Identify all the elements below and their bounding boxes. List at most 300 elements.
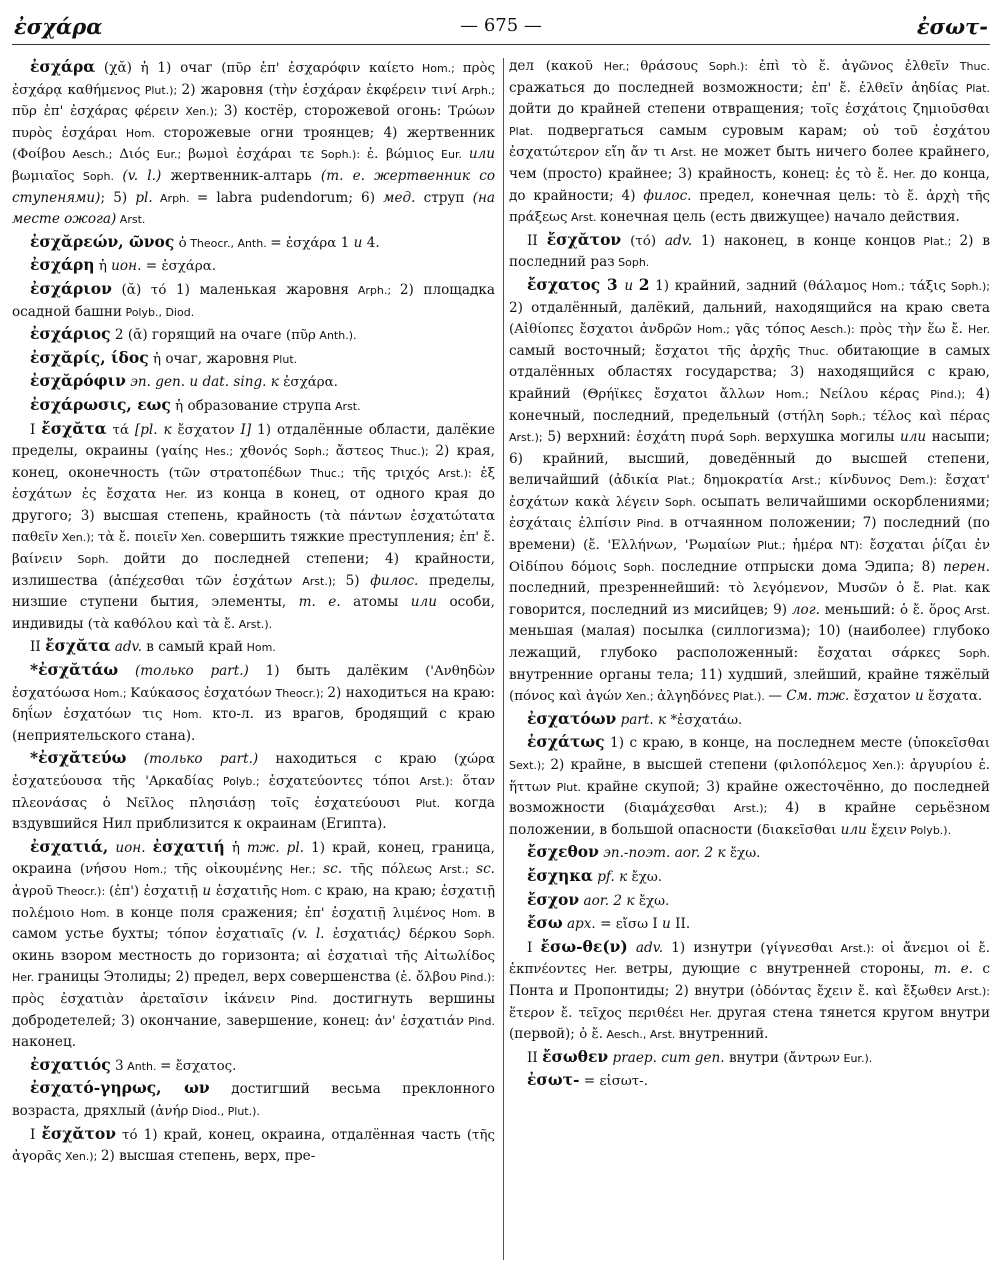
greek-text: (γίγνεσθαι (760, 940, 834, 956)
author-abbreviation: Plat.; (658, 474, 704, 488)
dictionary-entry (509, 731, 990, 841)
author-abbreviation: Soph. (940, 647, 990, 661)
definition-text: в отчаянном положении; 7) последний (по времени) (509, 515, 990, 554)
definition-text: 4) конечный, последний, предельный (509, 385, 990, 424)
definition-text: достигший весьма преклонного возраста, дряхлый (12, 1081, 495, 1119)
greek-text: ἡμέρα (792, 538, 833, 554)
greek-text: (τῆς ἀγορᾶς (12, 1127, 495, 1165)
greek-text: ἔσχαται σάρκες (817, 646, 941, 662)
definition-text: 1 (336, 234, 354, 251)
definition-text: насыпи; 6) крайний, высший, доведённый до высшей степени, величайший (509, 429, 990, 489)
greek-text: ἡ (152, 351, 161, 367)
author-abbreviation: Soph.): (314, 148, 367, 162)
author-abbreviation: Arst.); (715, 802, 786, 816)
author-abbreviation: Soph. (614, 256, 650, 270)
author-abbreviation: Xen.); (179, 105, 224, 119)
author-abbreviation: Plut. (400, 796, 455, 810)
greek-text: (στήλη (777, 408, 824, 424)
greek-text: τάξις (909, 278, 947, 294)
greek-text: ἐπ' ἔ. ἐλθεῖν ἀηδίας (811, 80, 959, 96)
headword: ἐσχάρωσις, εως (30, 394, 171, 414)
definition-text: в самый край (141, 639, 244, 656)
italic-label: эп. gen. и dat. sing. к (130, 374, 284, 391)
definition-text: другая стена тянется кругом внутри (первой); (509, 1004, 990, 1043)
definition-text: осыпать величайшими оскорблениями; (701, 493, 990, 510)
italic-label: aor. 2 к (583, 892, 639, 909)
author-abbreviation: Arst.): (833, 941, 882, 955)
author-abbreviation: Arst.); (509, 431, 548, 445)
author-abbreviation: Arst.): (951, 984, 990, 998)
greek-text: κίνδυνος (829, 473, 892, 489)
dictionary-entry (12, 418, 495, 636)
greek-text: ἔσχατος. (175, 1058, 237, 1074)
headword: ἔσω (527, 913, 563, 933)
dictionary-entry (509, 1069, 990, 1093)
greek-text: (Φοίβου (12, 147, 66, 163)
greek-text: ἀγροῦ (12, 883, 54, 899)
greek-text: τό (122, 1127, 138, 1143)
greek-text: τὰ ἔ. ποιεῖν (97, 530, 178, 546)
greek-text: (πόνος καὶ ἀγών (509, 689, 623, 705)
definition-text: 1) маленькая жаровня (166, 281, 350, 298)
definition-text: 3) костёр, сторожевой огонь: (223, 103, 449, 120)
greek-text: πρὸς τὴν ἕω ἔ. (859, 322, 963, 338)
headword: ἐσχατιός (30, 1054, 111, 1074)
definition-text: жертвенник-алтарь (170, 167, 321, 184)
author-abbreviation: Pind. (275, 992, 333, 1006)
author-abbreviation: Xen.); (61, 1150, 101, 1164)
author-abbreviation: Polyb., Diod. (121, 305, 195, 319)
author-abbreviation: Thuc.; (301, 466, 353, 480)
italic-label: филос. (643, 187, 700, 204)
greek-text: πῦρ ἐπ' ἐσχάρας φέρειν (12, 104, 180, 120)
definition-text: 1) с краю, в конце, на последнем месте (604, 735, 908, 752)
definition-text: крайне скупой; 3) крайне ожесточённо, до последней возможности (509, 778, 990, 817)
greek-text: (διαμάχεσθαι (623, 801, 716, 817)
author-abbreviation: Her.; (592, 60, 641, 73)
definition-text: = (579, 1073, 600, 1090)
italic-label: (т. е. жертвенник со ступенями) (12, 167, 496, 206)
definition-text: 2) края, конец, оконечность (12, 443, 495, 481)
author-abbreviation: Hom.; (764, 387, 820, 401)
author-abbreviation: Soph. (62, 553, 124, 567)
definition-text (621, 233, 630, 249)
author-abbreviation: Eur.; (149, 148, 189, 162)
definition-text: когда вздувшийся Нил приблизится к окраинам (Египта). (12, 794, 495, 833)
headword: ἐσχᾰρόφιν (30, 371, 126, 391)
definition-text: 2) высшая степень, верх, пре- (100, 1148, 316, 1165)
headword: ἐσχάρη (30, 255, 95, 275)
greek-text: Τρώων πυρὸς ἐσχάραι (12, 104, 495, 141)
author-abbreviation: Soph. (74, 169, 123, 183)
headword: ἐσχατιή (152, 836, 225, 856)
page-number: — 675 — (460, 15, 542, 36)
italic-label: ион. (115, 839, 153, 856)
definition-text: 2) жаровня (181, 81, 269, 98)
definition-text: конечная цель (есть движущее) начало действия. (600, 209, 960, 226)
greek-text: (Αἰθίοπες ἔσχατοι ἀνδρῶν (509, 322, 692, 338)
author-abbreviation: Aesch.; (65, 148, 120, 162)
dictionary-entry (12, 347, 495, 371)
italic-label: pl. (135, 189, 153, 206)
author-abbreviation: Soph. (724, 431, 766, 445)
dictionary-entry (12, 659, 495, 747)
dictionary-entry (12, 635, 495, 659)
definition-text: = (600, 916, 616, 933)
definition-text (118, 663, 135, 679)
greek-text: ἔσχατ' ἐσχάτων κακὰ λέγειν (509, 473, 990, 510)
definition-text: с краю, на краю; (314, 882, 441, 899)
definition-text: 1) изнутри (663, 939, 761, 956)
dictionary-entry (509, 936, 990, 1046)
text-columns (12, 56, 990, 1280)
definition-text: последние отпрыски дома Эдипа; 8) (661, 558, 944, 575)
dictionary-entry (509, 1046, 990, 1070)
definition-text: как говорится, последний из мисийцев; 9) (509, 580, 990, 618)
greek-text: (ἀδικία (608, 473, 659, 489)
greek-text: τέλος καὶ πέρας (872, 408, 990, 424)
italic-label: и (202, 882, 216, 899)
definition-text: последний, презреннейший: (509, 580, 729, 597)
headword: ἔσχᾰτα (41, 418, 107, 438)
definition-text: 2) находиться на краю: (327, 684, 495, 701)
greek-text: θράσους (640, 59, 699, 74)
greek-text: Καύκασος ἐσχατόων (130, 685, 272, 701)
headword: 2 (638, 274, 650, 294)
greek-text: χθονός (239, 444, 288, 460)
definition-text: внутренний. (678, 1026, 769, 1043)
definition-text: находиться с краю (258, 751, 454, 768)
dictionary-entry (509, 865, 990, 889)
definition-text: сражаться до последней возможности; (509, 79, 812, 96)
definition-text: I (527, 939, 541, 956)
author-abbreviation: Arst. (666, 146, 702, 160)
greek-text: ἔχω. (729, 846, 761, 862)
author-abbreviation: Arst.): (429, 466, 481, 480)
greek-text: (ἀνήρ (150, 1103, 189, 1119)
greek-text: ἐς τὸ ἔ. (835, 166, 889, 182)
dictionary-entry (509, 708, 990, 732)
author-abbreviation: Plat. (958, 81, 990, 95)
author-abbreviation: Her. (684, 1006, 718, 1020)
greek-text: ἔχειν (871, 822, 907, 838)
author-abbreviation: Her.; (282, 863, 324, 877)
author-abbreviation: Hom. (445, 906, 488, 920)
author-abbreviation: Arph.; (457, 83, 495, 97)
definition-text: 1) отдалённые области, далёкие пределы, окраины (12, 421, 495, 460)
author-abbreviation: Sext.); (509, 759, 551, 772)
italic-label: ион. (111, 258, 146, 275)
greek-text: πρὸς ἐσχάρᾳ καθήμενος (12, 61, 495, 98)
italic-label: и (353, 234, 367, 251)
greek-text: (ἀπέχεσθαι τῶν ἐσχάτων (108, 573, 293, 589)
column-divider (503, 58, 504, 1260)
author-abbreviation: Polyb.). (906, 823, 952, 837)
greek-text: (νήσου (79, 862, 127, 878)
dictionary-entry (509, 912, 990, 936)
definition-text: 4) в крайне серьёзном положении, в большой опасности (509, 800, 990, 838)
greek-text: ἔσχαται ῥίζαι ἐν Οἰδίπου δόμοις (509, 538, 990, 575)
definition-text: 1) быть далёким (248, 663, 426, 680)
author-abbreviation: Hom. (277, 884, 315, 898)
greek-text: ἀν' ἐσχατιάν (374, 1013, 464, 1029)
headword: ἐσωτ- (527, 1070, 580, 1090)
greek-text: ἀλγηδόνες (657, 689, 730, 705)
definition-text: в самом устье бухты; (12, 904, 495, 943)
definition-text: 2) отдалённый, далёкий, дальний, находящийся на краю света (509, 299, 990, 316)
author-abbreviation: Her. (156, 488, 197, 502)
italic-label: или (840, 821, 872, 838)
author-abbreviation: Hom. (74, 906, 116, 920)
greek-text: ἡ (98, 259, 112, 275)
italic-label: [pl. к (134, 421, 178, 438)
greek-text: ἔσχατα. (928, 689, 983, 705)
author-abbreviation: Arst. (567, 211, 601, 225)
greek-text: ἐσχατιῆς (215, 883, 278, 899)
definition-text: атомы (353, 594, 411, 611)
author-abbreviation: Anth.). (315, 329, 357, 343)
greek-text: ἐσχατιάς (332, 927, 396, 943)
dictionary-entry (12, 1054, 495, 1078)
definition-text: 3 (110, 1057, 124, 1074)
author-abbreviation: Arph.; (349, 283, 400, 297)
greek-text: ἔσχατον (177, 422, 235, 438)
greek-text: *ἐσχατάω. (670, 712, 743, 728)
greek-text: (τό) (630, 233, 665, 249)
greek-text: ἐ. βώμιος (366, 147, 435, 163)
author-abbreviation: Her. (586, 963, 626, 977)
author-abbreviation: Soph. (456, 928, 495, 942)
author-abbreviation: Arst.); (292, 574, 346, 588)
greek-text: (τὰ καθόλου καὶ τὰ ἔ. (87, 616, 236, 632)
definition-text: предел, конечная цель: (699, 187, 884, 204)
greek-text: (διακεῖσθαι (756, 822, 841, 838)
headword: ἔσω-θε(ν) (540, 936, 628, 956)
definition-text: 2) крайне, в высшей степени (550, 757, 774, 773)
definition-text: I (30, 1126, 42, 1143)
italic-label: т. е. (933, 961, 983, 978)
greek-text: τόπον ἐσχατιαῖς (167, 927, 292, 943)
greek-text: ὁ ἔ. (579, 1027, 603, 1043)
greek-text: ἐσχάρα. (161, 259, 217, 275)
greek-text: γᾶς τόπος (735, 322, 806, 338)
greek-text: ἐσχατεύοντες τόποι (268, 774, 411, 789)
italic-label: и (914, 688, 929, 705)
author-abbreviation: Arst. (116, 213, 146, 227)
dictionary-entry (12, 1123, 495, 1168)
author-abbreviation: Hom.; (90, 686, 131, 700)
definition-text: = (270, 234, 286, 251)
definition-text: образование струпа (183, 397, 332, 414)
definition-text: 1) очаг (148, 60, 222, 76)
author-abbreviation: Aesch., Arst. (602, 1028, 679, 1042)
greek-text: (ἔ. 'Ελλήνων, 'Ρωμαίων (583, 538, 751, 554)
definition-text: (χᾰ) (95, 60, 141, 76)
greek-text: δέρκου (408, 927, 457, 943)
headword: ἐσχατό-γηρως, ων (30, 1078, 210, 1098)
author-abbreviation: Arst.; (432, 863, 477, 877)
greek-text: ἀργυρίου ἐ. ἥττων (509, 758, 990, 795)
greek-text: (Θρήϊκες ἔσχατοι ἄλλων (582, 386, 765, 402)
headword: ἔσχηκα (527, 865, 593, 885)
headword: ἐσχατιά, (30, 836, 109, 856)
greek-text: ἐπ' ἐσχατιῇ λιμένος (304, 905, 446, 921)
author-abbreviation: Soph.); (946, 279, 990, 293)
author-abbreviation: Xen.); (58, 531, 98, 545)
author-abbreviation: Eur. (434, 148, 469, 162)
definition-text: = labra pudendorum; 6) (196, 189, 384, 206)
italic-label: part. к (620, 711, 671, 728)
author-abbreviation: Xen.; (622, 690, 658, 704)
greek-text: Διός (119, 147, 150, 163)
dictionary-entry (12, 370, 495, 394)
greek-text: Νείλου κέρας (819, 386, 920, 402)
greek-text: (θάλαμος (802, 278, 867, 294)
author-abbreviation: Diod., Plut.). (188, 1104, 260, 1118)
author-abbreviation: Plat.). (729, 690, 769, 704)
definition-text: совершить тяжкие преступления; (208, 529, 460, 546)
greek-text: τῆς οἰκουμένης (174, 862, 283, 878)
definition-text: ; 5) (100, 189, 136, 206)
greek-text: ἐπ' ἔ. βαίνειν (12, 530, 495, 568)
greek-text: (ἐ. ὄλβου (395, 970, 457, 986)
definition-text: подвергаться самым суровым карам; (547, 122, 863, 139)
greek-text: (τὰ πάντων ἐσχατώτατα παθεῖν (12, 508, 495, 546)
page-header (12, 14, 990, 45)
italic-label: или (899, 429, 932, 446)
greek-text: ἔσχατον (853, 689, 915, 705)
definition-text: = (145, 258, 162, 275)
greek-text: (ἄντρων (783, 1050, 841, 1066)
dictionary-entry (509, 274, 990, 708)
headword: ἐσχάριος (30, 324, 111, 344)
definition-text: 1) край, конец, окраина, отдалённая часть (137, 1126, 467, 1143)
definition-text: достигнуть вершины добродетелей; 3) окончание, завершение, конец: (12, 990, 496, 1029)
italic-label: филос. (370, 572, 429, 589)
italic-label: pf. к (597, 868, 632, 885)
greek-text: ἐσχάτη πυρά (636, 430, 725, 446)
definition-text: II (527, 232, 547, 249)
greek-text: (ὑποκεῖσθαι (907, 736, 990, 752)
author-abbreviation: Xen.): (866, 759, 910, 772)
headword: ἔσχατος 3 (527, 274, 625, 294)
author-abbreviation: Arst. (331, 399, 361, 413)
author-abbreviation: Plut.; (750, 539, 793, 553)
greek-text: (πῦρ ἐπ' ἐσχαρόφιν καίετο (221, 61, 415, 76)
greek-text: εἴσω (615, 917, 649, 933)
author-abbreviation: Theocr.): (53, 884, 109, 898)
headword: ἐσχατόων (527, 708, 617, 728)
italic-label: (только part.) (134, 663, 249, 680)
greek-text: ὅταν πλεονάσας ὁ Νεῖλος πλησιάσῃ τοῖς ἐσχατεύουσι (12, 774, 495, 811)
definition-text: обитающие в самых отдалённых областях государства; 3) находящийся с краю, крайний (509, 342, 990, 402)
italic-label: арх. (566, 916, 601, 933)
author-abbreviation: Her. (12, 971, 38, 985)
dictionary-entry (12, 1077, 495, 1122)
definition-text: 2) в последний раз (509, 232, 990, 271)
greek-text: ἡ (140, 61, 149, 76)
author-abbreviation: Plat. (509, 124, 548, 138)
definition-text: II (30, 639, 46, 656)
greek-text: δηΐων ἐσχατόων τις (12, 707, 163, 723)
greek-text: τοῖς ἐσχάτοις ζημιοῦσθαι (810, 102, 990, 118)
greek-text: τὸ λεγόμενον, Μυσῶν ὁ ἔ. (728, 581, 925, 597)
definition-text: струп (423, 189, 473, 206)
greek-text: ἡ (175, 398, 184, 414)
author-abbreviation: Hom. (162, 708, 213, 722)
definition-text: 1) край, конец, граница, окраина (12, 839, 495, 878)
author-abbreviation: Theocr., Anth. (186, 236, 271, 250)
definition-text: 2) площадка осадной башни (12, 281, 495, 320)
headword: ἐσχάριον (30, 278, 112, 298)
greek-text: τό (150, 282, 167, 298)
author-abbreviation: Arst.). (235, 617, 273, 631)
author-abbreviation: Hom.; (691, 323, 736, 337)
definition-text: I (30, 421, 42, 438)
author-abbreviation: Hes.; (198, 445, 240, 459)
left-column (12, 56, 499, 1280)
author-abbreviation: Pind.); (919, 387, 977, 401)
definition-text: очаг, жаровня (161, 350, 270, 367)
definition-text: дойти до крайней степени отвращения; (509, 101, 811, 118)
greek-text: (τὴν ἐσχάραν ἐκφέρειν τινί (268, 82, 458, 98)
greek-text: ὁ (178, 235, 187, 251)
author-abbreviation: Polyb.; (213, 775, 269, 788)
italic-label: adv. (114, 639, 142, 656)
greek-text: ἔσχατοι τῆς ἀρχῆς (654, 343, 791, 359)
definition-text: II. (675, 916, 691, 933)
definition-text: верхушка могилы (765, 429, 900, 446)
author-abbreviation: Pind.): (456, 971, 496, 985)
author-abbreviation: Soph.): (698, 60, 759, 73)
headword: ἐσχᾰρεών, ῶνος (30, 231, 175, 251)
definition-text: 1) крайний, задний (649, 277, 803, 294)
italic-label: или (468, 146, 496, 163)
definition-text: кто-л. из врагов, бродящий с краю (неприятельского стана). (12, 706, 495, 744)
definition-text: меньшая (малая) посылка (силлогизма); 10) (наиболее) глубоко лежащий, глубоко расположенный: (509, 623, 990, 662)
greek-text: δημοκρατία (703, 473, 784, 489)
right-column (509, 56, 990, 1280)
italic-label: (v. l.) (122, 167, 171, 184)
greek-text: ἐσχάρα (285, 235, 337, 251)
author-abbreviation: Anth. (123, 1059, 160, 1073)
definition-text: границы Этолиды; 2) предел, верх совершенства (37, 969, 396, 986)
italic-label: ) (395, 926, 409, 943)
author-abbreviation: Hom.; (414, 62, 463, 75)
headword: ἔσχᾰτα (45, 636, 111, 656)
author-abbreviation: Her. (962, 323, 990, 337)
italic-label: или (410, 594, 450, 611)
italic-label: См. тж. (786, 688, 854, 705)
greek-text: ἔχω. (638, 893, 670, 909)
definition-text (126, 751, 143, 767)
author-abbreviation: Plat.; (915, 234, 960, 248)
headword: ἔσχον (527, 889, 580, 909)
definition-text: I (648, 916, 663, 933)
author-abbreviation: Dem.): (891, 474, 946, 488)
definition-text: II (527, 1049, 543, 1066)
definition-text: самый восточный; (509, 342, 655, 359)
greek-text: πρὸς ἐσχατιὰν ἀρεταῖσιν ἱκάνειν (12, 991, 276, 1007)
author-abbreviation: Hom. (117, 126, 164, 140)
definition-text: особи, индивиды (12, 594, 495, 632)
greek-text: ἕτερον ἔ. τεῖχος περιθέει (509, 1005, 685, 1021)
greek-text: ἄστεος (335, 444, 384, 460)
definition-text (628, 940, 636, 956)
definition-text: (ᾰ) (111, 281, 151, 298)
definition-text: с Понта и Пропонтиды; 2) внутри (509, 961, 990, 999)
italic-label: т. е. (298, 594, 354, 611)
